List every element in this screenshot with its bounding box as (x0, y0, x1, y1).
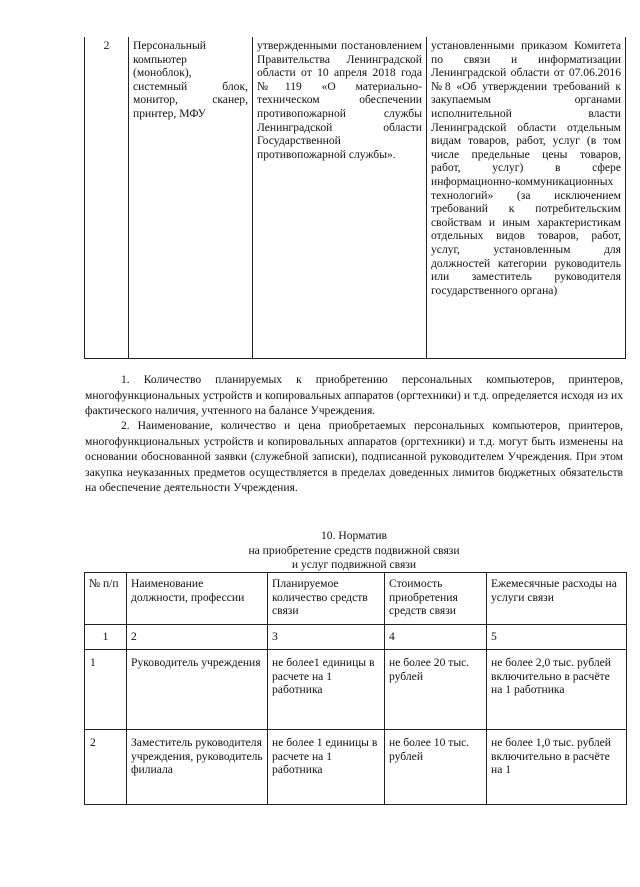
cost-cell: не более 10 тыс. рублей (385, 730, 487, 805)
section-subtitle-1: на приобретение средств подвижной связи (248, 543, 460, 557)
equipment-name: Персональный компьютер (моноблок), системный блок, монитор, сканер, принтер, МФУ (129, 37, 253, 359)
note-paragraph-2: 2. Наименование, количество и цена приобретаемых персональных компьютеров, принтеров, многофункциональных устройств и копировальных аппаратов (оргтехники) и т.д. могут быть изменены на основании обоснованной заявки (служебной записки), подписанной руководителем Учреждения. При этом закупка неуказанных предметов осуществляется в пределах доведенных лимитов бюджетных обязательств на обеспечение деятельности Учреждения. (85, 419, 623, 494)
table-header-row (85, 573, 627, 625)
note-paragraph-1: 1. Количество планируемых к приобретению персональных компьютеров, принтеров, многофункциональных устройств и копировальных аппаратов (оргтехники) и т.д. определяется исходя из их фактического наличия, учтенного на балансе Учреждения. (85, 373, 623, 417)
header-monthly: Ежемесячные расходы на услуги связи (487, 573, 627, 625)
index-cell: 5 (487, 625, 627, 650)
table-row (85, 730, 627, 805)
table-row (85, 650, 627, 730)
row-number: 2 (85, 730, 127, 805)
section-heading (85, 529, 623, 573)
row-number: 2 (85, 37, 129, 359)
section-title: 10. Норматив (320, 529, 388, 542)
table-index-row (85, 625, 627, 650)
index-cell: 2 (127, 625, 268, 650)
equipment-table (84, 37, 626, 359)
quantity-cell: не более1 единицы в расчете на 1 работника (268, 650, 385, 730)
quantity-cell: не более 1 единицы в расчете на 1 работника (268, 730, 385, 805)
row-number: 1 (85, 650, 127, 730)
requirements-text: установленными приказом Комитета по связи и информатизации Ленинградской области от 07.06.2016 №8 «Об утверждении требований к закупаемым органами исполнительной власти Ленинградской области отдельным видам товаров, работ, услуг (в том числе предельные цены товаров, работ, услуг) в сфере информационно-коммуникационных технологий» (за исключением требований к потребительским свойствам и иным характеристикам отдельных видов товаров, работ, услуг, установленным для должностей категории руководитель или заместитель руководителя государственного органа) (427, 37, 626, 359)
header-number: № п/п (85, 573, 127, 625)
table-row (85, 37, 626, 359)
header-position: Наименование должности, профессии (127, 573, 268, 625)
section-subtitle-2: и услуг подвижной связи (291, 558, 417, 571)
position-cell: Заместитель руководителя учреждения, руководитель филиала (127, 730, 268, 805)
norm-table (84, 572, 627, 805)
header-cost: Стоимость приобретения средств связи (385, 573, 487, 625)
position-cell: Руководитель учреждения (127, 650, 268, 730)
cost-cell: не более 20 тыс. рублей (385, 650, 487, 730)
index-cell: 3 (268, 625, 385, 650)
header-quantity: Планируемое количество средств связи (268, 573, 385, 625)
index-cell: 1 (85, 625, 127, 650)
monthly-cell: не более 1,0 тыс. рублей включительно в расчёте на 1 (487, 730, 627, 805)
basis-text: утвержденными постановлением Правительства Ленинградской области от 10 апреля 2018 года №119 «О материально-техническом обеспечении противопожарной службы Ленинградской области Государственной противопожарной службы». (253, 37, 427, 359)
monthly-cell: не более 2,0 тыс. рублей включительно в расчёте на 1 работника (487, 650, 627, 730)
index-cell: 4 (385, 625, 487, 650)
